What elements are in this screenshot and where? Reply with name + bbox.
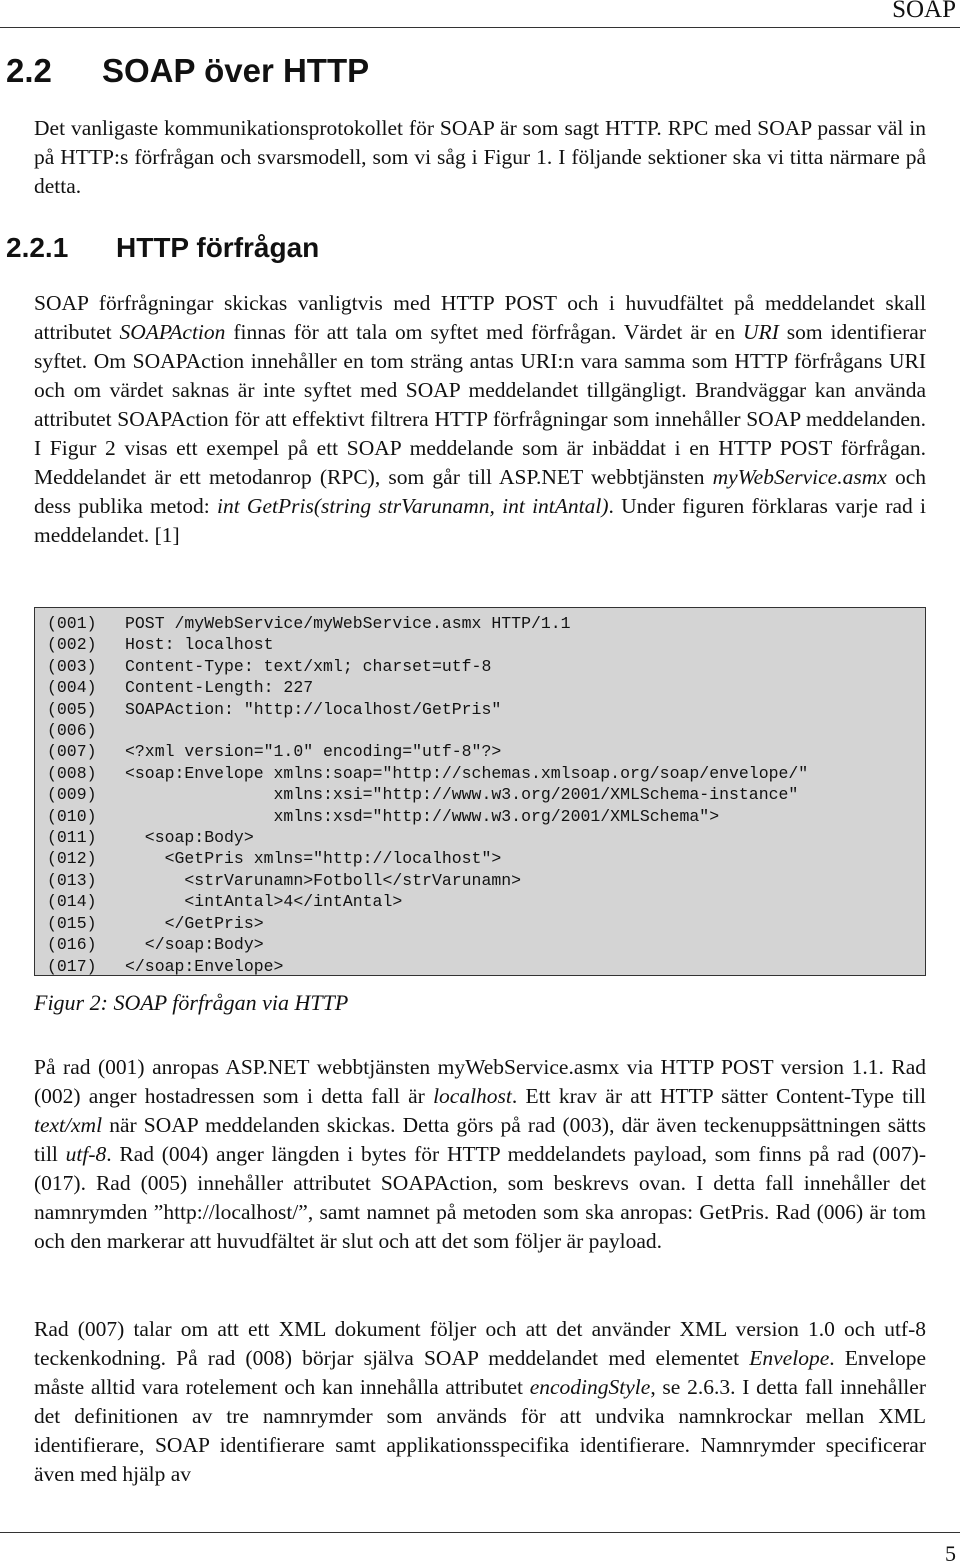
line-text: <intAntal>4</intAntal> [125, 892, 403, 912]
line-text: Content-Length: 227 [125, 678, 314, 698]
line-number: (012) [47, 849, 97, 869]
subsection-number: 2.2.1 [6, 232, 69, 263]
code-listing [34, 607, 926, 976]
code-line [47, 634, 925, 655]
text-span: Rad (007) talar om att ett XML dokument följer och att det använder XML version 1.0 och utf-8 teckenkodning. På rad (008) börjar själva SOAP meddelandet med elementet [34, 1317, 926, 1370]
subsection-heading [6, 232, 319, 264]
text-span: På rad (001) anropas ASP.NET webbtjänsten myWebService.asmx via HTTP POST version 1.1. Rad (002) anger hostadressen som i detta fall är [34, 1055, 926, 1108]
line-text: </soap:Envelope> [125, 956, 284, 976]
line-number: (004) [47, 678, 97, 698]
code-line [47, 827, 925, 848]
code-line [47, 891, 925, 912]
line-number: (014) [47, 892, 97, 912]
code-line [47, 656, 925, 677]
text-span: finnas för att tala om syftet med förfrågan. Värdet är en [225, 320, 744, 344]
text-span: . Rad (004) anger längden i bytes för HTTP meddelandets payload, som finns på rad (007)-(017). Rad (005) innehåller attributet SOAPAction, som beskrevs ovan. I detta fall innehåller det namnrymden ”http://localhost/”, samt namnet på metoden som ska anropas: GetPris. Rad (006) är tom och den markerar att huvudfältet är slut och att det som följer är payload. [34, 1142, 926, 1253]
header-rule [0, 27, 960, 28]
encoding-style-term: encodingStyle [529, 1375, 651, 1399]
uri-term: URI [743, 320, 779, 344]
code-line [47, 913, 925, 934]
code-line [47, 806, 925, 827]
envelope-paragraph [34, 1315, 926, 1489]
line-text: Host: localhost [125, 635, 274, 655]
footer-rule [0, 1532, 960, 1533]
method-signature: int GetPris(string strVarunamn, int intAntal) [216, 494, 609, 518]
line-explanation-paragraph [34, 1053, 926, 1256]
line-text: xmlns:xsd="http://www.w3.org/2001/XMLSchema"> [125, 806, 720, 826]
line-number: (006) [47, 721, 97, 741]
section-heading [6, 52, 369, 90]
code-line [47, 784, 925, 805]
line-number: (005) [47, 699, 97, 719]
line-text: SOAPAction: "http://localhost/GetPris" [125, 699, 502, 719]
code-line [47, 870, 925, 891]
text-span: . Ett krav är att HTTP sätter Content-Type till [511, 1084, 927, 1108]
text-span: SOAP förfrågningar skickas vanligtvis med HTTP POST och i huvudfältet på meddelandet skall attributet [34, 291, 926, 344]
text-span: , se 2.6.3. I detta fall innehåller det definitionen av tre namnrymder som används för att undvika namnkrockar mellan XML identifierare, SOAP identifierare samt applikationsspecifika identifierare. Namnrymder specificerar även med hjälp av [34, 1375, 926, 1486]
line-number: (010) [47, 806, 97, 826]
line-text: </GetPris> [125, 913, 264, 933]
text-span: . Under figuren förklaras varje rad i meddelandet. [1] [34, 494, 926, 547]
code-line [47, 956, 925, 977]
line-number: (008) [47, 763, 97, 783]
content-type-term: text/xml [34, 1113, 103, 1137]
line-text: <?xml version="1.0" encoding="utf-8"?> [125, 742, 502, 762]
line-number: (015) [47, 913, 97, 933]
code-line [47, 677, 925, 698]
line-text: Content-Type: text/xml; charset=utf-8 [125, 656, 492, 676]
line-text: </soap:Body> [125, 935, 264, 955]
section-number: 2.2 [6, 52, 52, 89]
line-number: (013) [47, 870, 97, 890]
line-text: <strVarunamn>Fotboll</strVarunamn> [125, 870, 522, 890]
line-number: (007) [47, 742, 97, 762]
line-number: (017) [47, 956, 97, 976]
line-number: (016) [47, 935, 97, 955]
subsection-title: HTTP förfrågan [116, 232, 320, 263]
code-line [47, 848, 925, 869]
line-number: (011) [47, 828, 97, 848]
section-title: SOAP över HTTP [102, 52, 370, 89]
figure-caption: Figur 2: SOAP förfrågan via HTTP [34, 990, 349, 1015]
service-term: myWebService.asmx [712, 465, 887, 489]
line-number: (003) [47, 656, 97, 676]
text-span: . Envelope måste alltid vara rotelement och kan innehålla attributet [34, 1346, 926, 1399]
line-text: POST /myWebService/myWebService.asmx HTTP/1.1 [125, 614, 571, 633]
line-number: (001) [47, 614, 97, 633]
http-request-paragraph [34, 289, 926, 550]
envelope-term: Envelope [749, 1346, 830, 1370]
line-text: <soap:Envelope xmlns:soap="http://schemas.xmlsoap.org/soap/envelope/" [125, 763, 809, 783]
line-text: <GetPris xmlns="http://localhost"> [125, 849, 502, 869]
code-line [47, 613, 925, 634]
line-number: (009) [47, 785, 97, 805]
line-text: xmlns:xsi="http://www.w3.org/2001/XMLSchema-instance" [125, 785, 799, 805]
line-number: (002) [47, 635, 97, 655]
running-header: SOAP [892, 0, 956, 23]
charset-term: utf-8 [65, 1142, 107, 1166]
code-line [47, 699, 925, 720]
page-number: 5 [945, 1541, 956, 1566]
code-line [47, 934, 925, 955]
text-span: som identifierar syftet. Om SOAPAction innehåller en tom sträng antas URI:n vara samma som HTTP förfrågans URI och om värdet saknas är inte syftet med SOAP meddelandet tillgängligt. Brandväggar kan använda attributet SOAPAction för att effektivt filtrera HTTP förfrågningar som innehåller SOAP meddelanden. I Figur 2 visas ett exempel på ett SOAP meddelande som är inbäddat i en HTTP POST förfrågan. Meddelandet är ett metodanrop (RPC), som går till ASP.NET webbtjänsten [34, 320, 926, 489]
soapaction-term: SOAPAction [119, 320, 226, 344]
intro-paragraph: Det vanligaste kommunikationsprotokollet för SOAP är som sagt HTTP. RPC med SOAP passar väl in på HTTP:s förfrågan och svarsmodell, som vi såg i Figur 1. I följande sektioner ska vi titta närmare på detta. [34, 116, 926, 198]
code-line [47, 763, 925, 784]
code-line [47, 741, 925, 762]
code-line [47, 720, 925, 741]
line-text: <soap:Body> [125, 828, 254, 848]
text-span: när SOAP meddelanden skickas. Detta görs på rad (003), där även teckenuppsättningen sätts till [34, 1113, 926, 1166]
text-span: och dess publika metod: [34, 465, 926, 518]
localhost-term: localhost [433, 1084, 512, 1108]
